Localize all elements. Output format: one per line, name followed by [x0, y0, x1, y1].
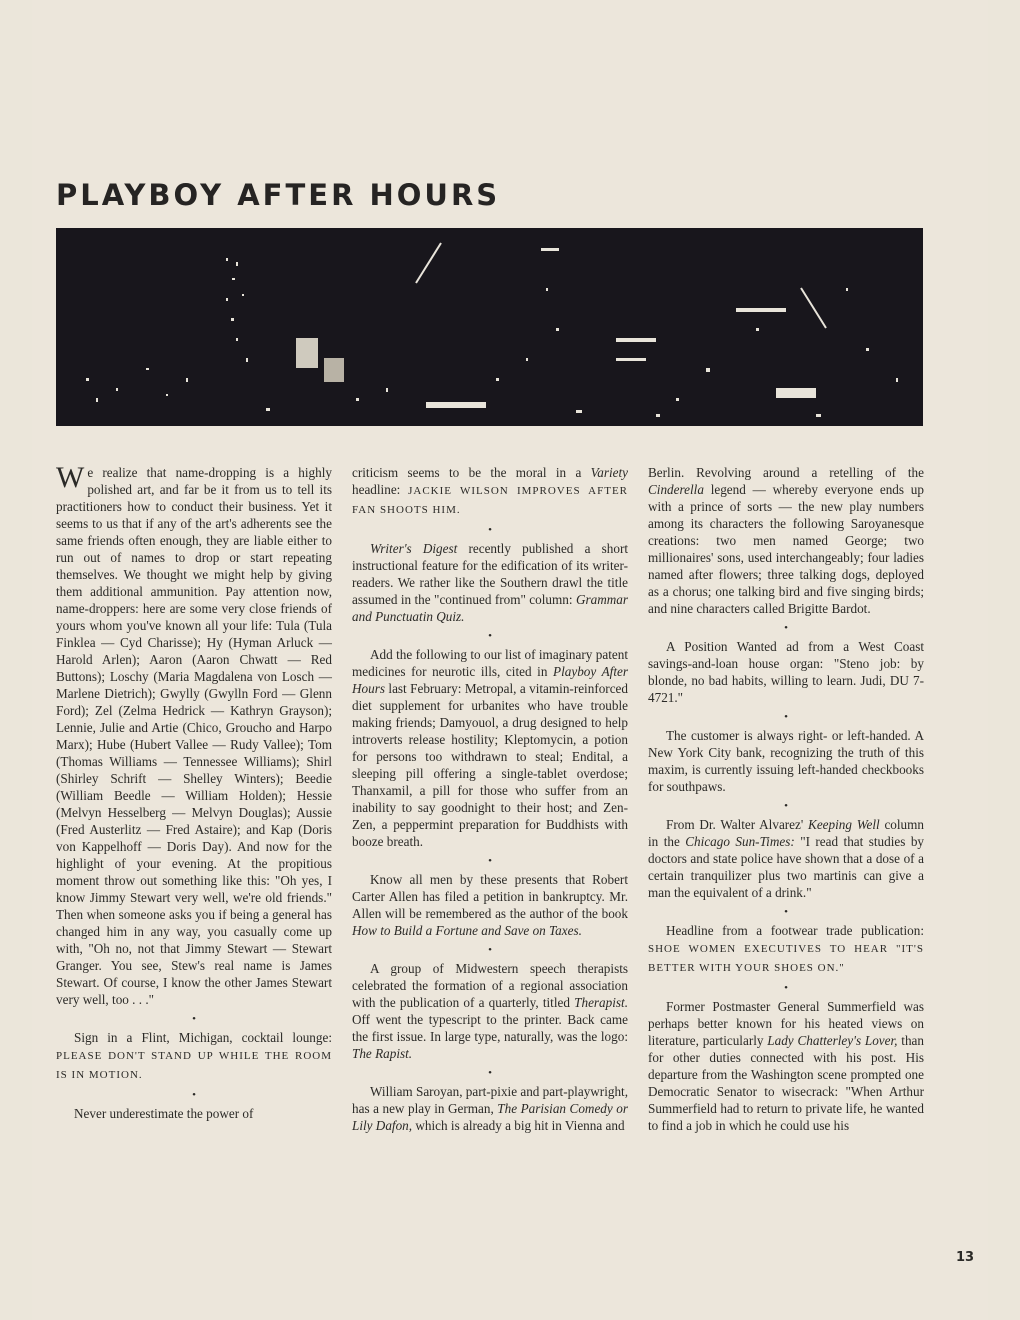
therapist-paragraph: A group of Midwestern speech therapists celebrated the formation of a regional association with the publication of a quarterly, titled Therapist. Off went the typescript to the printer. Back came the first issue. In large type, naturally, was the logo: The Rapist. — [352, 961, 628, 1061]
separator-bullet: • — [192, 1013, 196, 1025]
name-dropping-paragraph: We realize that name-dropping is a highly polished art, and far be it from us to tell its practitioners how to conduct their business. Yet it seems to us that if any of the art's adherents see the same friends often enough, they are liable either to run out of names to drop or start repeating themselves. We thought we might help by giving them additional ammunition. Pay attention now, name-droppers: here are some very close friends of yours whom you've known all your life: Tula (Tula Finklea — Cyd Charisse); Hy (Hyman Arluck — Harold Arlen); Aaron (Aaron Chwatt — Red Buttons); Loschy (Maria Magdalena von Losch — Marlene Dietrich); Gwylly (Gwylln Ford — Glenn Ford); Zel (Zelma Hedrick — Kathryn Grayson); Lennie, Julie and Artie (Chico, Groucho and Harpo Marx); Hube (Hubert Vallee — Rudy Vallee); Tom (Thomas Williams — Tennessee Williams); Shirl (Shirley Schrift — Shelley Winters); Beedie (William Beedle — William Holden); Hessie (Melvyn Hesselberg — Melvyn Douglas); Aussie (Fred Austerlitz — Fred Astaire); and Kap (Doris von Kappelhoff — Doris Day). And now for the highlight of your evening. At the propitious moment throw out something like this: "Oh yes, I know Jimmy Stewart very well, we're old friends." Then when someone asks you if being a general has changed him in any way, you casually come up with, "Oh no, not that Jimmy Stewart — Stewart Granger. You see, Stew's real name is James Stewart. Of course, I know the other James Stewart very well, too . . ." — [56, 461, 332, 1007]
separator-bullet: • — [784, 906, 788, 918]
separator-bullet: • — [784, 982, 788, 994]
separator-bullet: • — [192, 1089, 196, 1101]
text-column-2 — [352, 464, 628, 1140]
separator-bullet: • — [784, 622, 788, 634]
writers-digest-paragraph: Writer's Digest recently published a short instructional feature for the edification of its writer-readers. We rather like the Southern drawl the title assumed in the "continued from" column: Grammar and Punctuatin Quiz. — [352, 541, 628, 624]
separator-bullet: • — [488, 855, 492, 867]
footwear-headline-paragraph: Headline from a footwear trade publication: SHOE WOMEN EXECUTIVES TO HEAR "IT'S BETTER WITH YOUR SHOES ON." — [648, 923, 924, 974]
text-column-1 — [56, 461, 332, 1128]
saroyan-paragraph: William Saroyan, part-pixie and part-playwright, has a new play in German, The Parisian Comedy or Lily Dafon, which is already a big hit in Vienna and — [352, 1084, 629, 1133]
page-number: 13 — [956, 1250, 975, 1265]
keeping-well-paragraph: From Dr. Walter Alvarez' Keeping Well column in the Chicago Sun-Times: "I read that studies by doctors and state police have shown that a dose of a certain tranquilizer plus two martinis can give a man the equivalent of a drink." — [648, 817, 925, 900]
cinderella-paragraph: Berlin. Revolving around a retelling of the Cinderella legend — whereby everyone ends up with a prince of sorts — the new play numbers among its characters the following Saroyanesque creations: two men named George; two millionaires' sons, used interchangeably; four ladies named after flowers; three talking dogs, deployed as a chorus; one talking bird and five singing birds; and nine characters called Brigitte Bardot. — [648, 465, 924, 616]
page-title: PLAYBOY AFTER HOURS — [56, 178, 501, 212]
separator-bullet: • — [488, 630, 492, 642]
cocktail-sign-paragraph: Sign in a Flint, Michigan, cocktail lounge: PLEASE DON'T STAND UP WHILE THE ROOM IS IN MOTION. — [56, 1030, 332, 1081]
text-column-3 — [648, 464, 924, 1140]
summerfield-paragraph: Former Postmaster General Summerfield was perhaps better known for his heated views on literature, particularly Lady Chatterley's Lover, than for other duties connected with his post. His departure from the Washington scene prompted one Democratic Senator to wisecrack: "When Arthur Summerfield had to return to private life, he wanted to find a job in which he could use his — [648, 999, 924, 1133]
separator-bullet: • — [784, 800, 788, 812]
separator-bullet: • — [488, 524, 492, 536]
position-wanted-paragraph: A Position Wanted ad from a West Coast savings-and-loan house organ: "Steno job: by blonde, no bad habits, willing to learn. Judi, DU 7-4721." — [648, 639, 924, 705]
bankruptcy-paragraph: Know all men by these presents that Robert Carter Allen has filed a petition in bankruptcy. Mr. Allen will be remembered as the author of the book How to Build a Fortune and Save on Taxes. — [352, 872, 628, 938]
separator-bullet: • — [784, 711, 788, 723]
separator-bullet: • — [488, 944, 492, 956]
drop-cap: W — [56, 461, 85, 494]
underestimate-paragraph: Never underestimate the power of — [74, 1106, 254, 1121]
left-handed-paragraph: The customer is always right- or left-handed. A New York City bank, recognizing the truth of this maxim, is currently issuing left-handed checkbooks for southpaws. — [648, 728, 924, 794]
city-skyline-illustration — [56, 228, 923, 426]
patent-medicines-paragraph: Add the following to our list of imaginary patent medicines for neurotic ills, cited in Playboy After Hours last February: Metropal, a vitamin-reinforced diet supplement for urbanites who have trouble making friends; Damyouol, a drug designed to help introverts release hostility; Kleptomycin, a potion for persons too withdrawn to steal; Endital, a sleeping pill offering a single-tablet overdose; Thanxamil, a pill for those who suffer from an inability to say goodnight to their host; and Zen-Zen, a peppermint preparation for Buddhists with booze breath. — [352, 647, 628, 849]
separator-bullet: • — [488, 1067, 492, 1079]
variety-paragraph: criticism seems to be the moral in a Variety headline: JACKIE WILSON IMPROVES AFTER FAN SHOOTS HIM. — [352, 465, 629, 516]
